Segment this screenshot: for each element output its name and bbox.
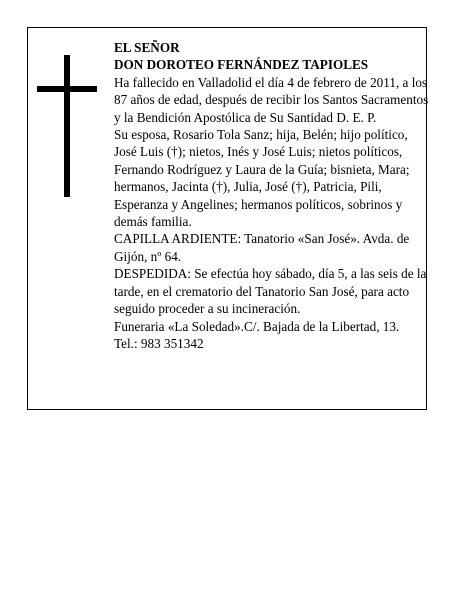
funeral-home-line: Funeraria «La Soledad».C/. Bajada de la Libertad, 13. — [114, 318, 400, 334]
phone-line: Tel.: 983 351342 — [114, 335, 204, 351]
family-paragraph: Su esposa, Rosario Tola Sanz; hija, Belén; hijo político, José Luis (†); nietos, Inés y José Luis; nietos políticos, Fernando Rodríguez y Laura de la Guía; bisnieta, Mara; hermanos, Jacinta (†), Julia, José (†), Patricia, Pili, Esperanza y Angelines; hermanos políticos, sobrinos y demás familia. — [114, 127, 410, 230]
notice-title: EL SEÑOR — [114, 40, 180, 55]
passing-paragraph: Ha fallecido en Valladolid el día 4 de febrero de 2011, a los 87 años de edad, después de recibir los Santos Sacramentos y la Bendición Apostólica de Su Santidad D. E. P. — [114, 74, 429, 125]
deceased-name: DON DOROTEO FERNÁNDEZ TAPIOLES — [114, 57, 369, 73]
cross-horizontal-bar — [37, 86, 97, 92]
chapel-paragraph: CAPILLA ARDIENTE: Tanatorio «San José». Avda. de Gijón, nº 64. — [114, 231, 410, 264]
cross-vertical-bar — [64, 55, 70, 197]
farewell-paragraph: DESPEDIDA: Se efectúa hoy sábado, día 5, a las seis de la tarde, en el crematorio del Tanatorio San José, para acto seguido proceder a su incineración. — [114, 266, 427, 317]
obituary-text — [114, 39, 430, 352]
cross-icon — [37, 55, 97, 197]
